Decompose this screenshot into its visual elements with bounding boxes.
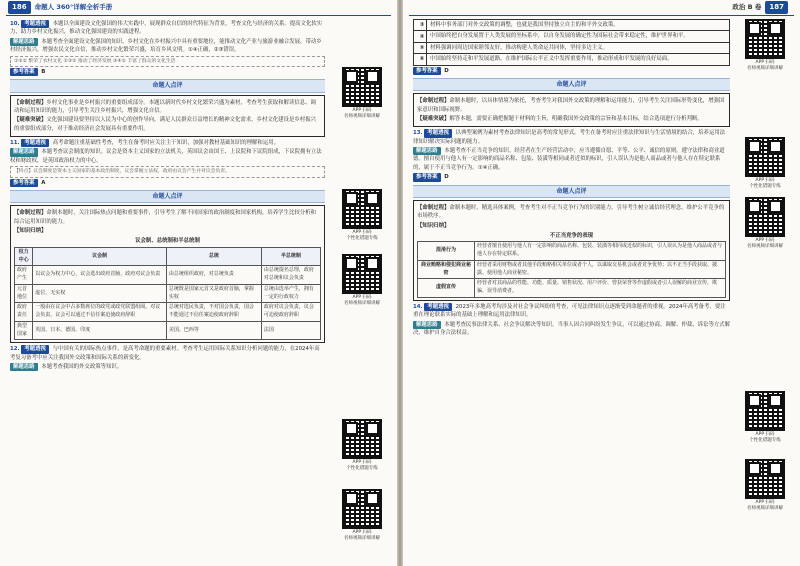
q10-note: ①③② 繁荣了农村文化 ②③② 推动了经济发展 ③④② 丰富了群众的文化生活: [10, 56, 325, 67]
review-box-1: 【命制过程】乡村文化事业是乡村振兴的重要组成部分。本题以新时代乡村文化繁荣兴盛为素材，考查考生获取和解读信息、调动和运用知识的能力，引导考生关注乡村振兴，增强文化自信。 【疑难突破】文化强国建设要坚持以人民为中心的创作导向，满足人民群众日益增长的精神文化需求。乡村文化建设是乡村振兴的重要组成部分，对于推动经济社会发展具有重要作用。: [10, 95, 325, 138]
q14-analysis: 解题思路 本题考查民事法律关系、社会争议解决等知识。当事人因合同纠纷发生争议，可以通过协商、调解、仲裁、诉讼等方式解决，维护自身合法权益。: [413, 321, 731, 336]
qr-block[interactable]: [736, 391, 794, 444]
q12-stem: 12. 考题透视 与中国有关的国际热点事件，是高考命题的重要素材。考查考生运用国际关系知识分析问题的能力，在2024年高考复习备考中应关注我国外交政策和国际关系的新变化。: [10, 346, 320, 361]
q12-answer: 参考答案 D: [413, 67, 730, 75]
table-header-row: 权力中心 议会制 总统 半总统制: [15, 247, 321, 266]
review-box-4: 【命制过程】命制本题时，精选具体案例，考查考生对不正当竞争行为的识别能力，引导考生树立诚信经营理念，维护公平竞争的市场秩序。 【知识归纳】 不正当竞争的表现 混淆行为 经营者擅自使用与他人有一定影响的商品名称、包装、装潢等相同或近似的标识，引人误认为是他人商品或者与他人存在特定联系。 商业贿赂和侵犯商业秘密 经营者采用财物或者其他手段贿赂相关单位或者个人，以谋取交易机会或者竞争优势；以不正当手段获取、披露、使用他人商业秘密。 虚假宣传 经营者对其商品的性能、功能、质量、销售状况、用户评价、曾获荣誉等作虚假或者引人误解的商业宣传，欺骗、误导消费者。: [413, 200, 730, 301]
reading-box: [413, 19, 730, 66]
review-band-2: 命题人点评: [10, 190, 325, 203]
qr-code-icon[interactable]: [342, 489, 382, 529]
table-row: 虚假宣传 经营者对其商品的性能、功能、质量、销售状况、用户评价、曾获荣誉等作虚假或者引人误解的商业宣传，欺骗、误导消费者。: [418, 279, 726, 298]
right-page-number: 187: [765, 1, 788, 14]
right-header: [403, 0, 800, 15]
left-header: [0, 0, 397, 15]
reading-row: ③ 材料中事务部门对外交政策的调整，也就是我国坚持独立自主的和平外交政策。: [414, 20, 729, 31]
review-box-3: 【命制过程】命制本题时，以具体情境为依托，考查考生对我国外交政策的理解和运用能力，引导考生关注国际形势变化，增强国家意识和国际视野。 【疑难突破】解答本题，需要正确把握题干材料的主旨，明确我国外交政策的宗旨和基本目标，结合选项进行分析判断。: [413, 93, 730, 127]
qr-label: APP 扫码 名师视频详细讲解: [747, 500, 783, 511]
section-title: 政治 B 卷: [732, 3, 762, 12]
reading-row: ⑥ 中国始终坚持走和平发展道路，在维护国际公平正义中发挥重要作用，推动形成和平发展的良好局面。: [414, 54, 729, 64]
qr-block[interactable]: [736, 19, 794, 72]
qr-code-icon[interactable]: [745, 197, 785, 237]
qr-block[interactable]: [736, 137, 794, 190]
qr-block[interactable]: [333, 489, 391, 542]
q10-answer: 参考答案 B: [10, 68, 325, 76]
qr-label: APP 扫码 名师视频详细讲解: [344, 295, 380, 306]
q10-analysis: 解题思路 本题考查全面建设文化强国的知识。乡村文化在乡村振兴中具有重要地位，能推动文化产业与旅游业融合发展，带动乡村经济振兴，增强农民文化自信，推动乡村文化繁荣兴盛，培育乡风文明。①④正确，②③错误。: [10, 38, 322, 54]
left-page: [0, 0, 397, 566]
qr-code-icon[interactable]: [342, 419, 382, 459]
qr-code-icon[interactable]: [342, 189, 382, 229]
qr-label: APP 扫码 名师视频详细讲解: [747, 238, 783, 249]
qr-block[interactable]: [333, 254, 391, 307]
table-row: 政府责任 一般由在议会中占多数席位的政党或政党联盟组阁，对议会负责，议会可以通过不信任案迫使政府辞职 总统对选民负责，不对国会负责，国会不能通过不信任案迫使政府辞职 政府对议会负责，议会可迫使政府辞职: [15, 303, 321, 322]
qr-label: APP 扫码 名师视频详细讲解: [344, 108, 380, 119]
review-band-3: 命题人点评: [413, 78, 730, 91]
table-row: 商业贿赂和侵犯商业秘密 经营者采用财物或者其他手段贿赂相关单位或者个人，以谋取交易机会或者竞争优势；以不正当手段获取、披露、使用他人商业秘密。: [418, 260, 726, 279]
left-content: [10, 19, 325, 372]
reading-row: ⑤ 材料强调同周边国家睦邻友好，推动构建人类命运共同体，坚持多边主义。: [414, 43, 729, 54]
right-page: [403, 0, 800, 566]
qr-code-icon[interactable]: [342, 67, 382, 107]
table-row: 元首地位 虚位，无实权 总统既是国家元首又是政府首脑，掌握实权 总统由选举产生，拥有一定的行政权力: [15, 284, 321, 303]
qr-code-icon[interactable]: [745, 459, 785, 499]
q13-stem: 13. 考题透视 以典型案例为素材考查法律知识是高考的常见形式。考生在备考时应注重法律知识与生活情境的结合，培养运用法律知识解决实际问题的能力。: [413, 130, 726, 145]
right-header-rule: [409, 15, 794, 16]
q11-note: 【特点】议会制度是资本主义国家的基本政治制度，议会掌握立法权，政府由议会产生并对议会负责。: [10, 166, 325, 177]
q14-stem: 14. 考题透视 2023年多地高考均涉及对社会争议纠纷的考查，可见法律知识点逐渐受到命题者的重视。2024年高考备考，要注重在理论联系实际的基础上理解和运用法律知识。: [413, 303, 726, 319]
table-row: 典型国家 英国、日本、德国、印度 美国、巴西等 法国: [15, 321, 321, 340]
qr-label: APP 扫码 名师视频详细讲解: [747, 60, 783, 71]
qr-block[interactable]: [736, 459, 794, 512]
q13-analysis: 解题思路 本题考查不正当竞争的知识。经营者在生产经营活动中，应当遵循自愿、平等、公平、诚信的原则，遵守法律和商业道德。擅自使用与他人有一定影响的商品名称、包装、装潢等相同或者近似的标识，引人误认为是他人商品或者与他人存在特定联系的，属于不正当竞争行为。①④正确。: [413, 148, 725, 171]
qr-block[interactable]: [736, 197, 794, 250]
qr-label: APP 扫码 个性化错题专练: [749, 178, 781, 189]
table-title: 不正当竞争的表现: [549, 232, 594, 239]
table-title: 议会制、总统制和半总统制: [135, 238, 200, 245]
q10-stem: 10. 考题透视 本题以全面建设文化强国的伟大实践中，展现群众自信的时代特征为背景，考查文化与经济的关系。提高文化软实力，助力乡村文化振兴，推动文化强国建设的实践进程。: [10, 21, 323, 36]
left-page-number: 186: [8, 1, 31, 14]
table-row: 政府产生 以议会为权力中心，议会选出政府首脑，政府对议会负责 由总统组织政府，对总统负责 由总统提名总理，政府对总统和议会负责: [15, 266, 321, 285]
qr-label: APP 扫码 名师视频详细讲解: [344, 530, 380, 541]
review-box-2: 【命制过程】命制本题时，关注国际热点问题和重要事件，引导考生了解不同国家的政治制度和国家机构，培养学生比较分析和综合运用知识的能力。 【知识归纳】 议会制、总统制和半总统制 权力中心 议会制 总统 半总统制 政府产生 以议会为权力中心，议会选出政府首脑，政府对议会负责 由总统组织政府，对总统负责 由总统提名总理，政府对总统和议会负责 元首地位 虚位，无实权 总统既是国家元首又是政府首脑，掌握实权 总统由选举产生，拥有一定的行政权力 政府责任 一般由在议会中占多数席位的政党或政党联盟组阁，对议会负责，议会可以通过不信任案迫使政府辞职 总统对选民负责，不对国会负责，国会不能通过不信任案迫使政府辞职 政府对议会负责，议会可迫使政府辞职 典型国家 英国、日本、德国、印度 美国、巴西等 法国: [10, 205, 325, 343]
table-row: 混淆行为 经营者擅自使用与他人有一定影响的商品名称、包装、装潢等相同或近似的标识，引人误认为是他人商品或者与他人存在特定联系。: [418, 242, 726, 261]
qr-label: APP 扫码 个性化错题专练: [749, 432, 781, 443]
qr-label: APP 扫码 个性化错题专练: [346, 460, 378, 471]
qr-block[interactable]: [333, 67, 391, 120]
left-header-rule: [6, 15, 391, 16]
review-band-4: 命题人点评: [413, 185, 730, 198]
qr-code-icon[interactable]: [745, 137, 785, 177]
qr-code-icon[interactable]: [745, 391, 785, 431]
q11-stem: 11. 考题透视 高考命题注重基础性考查，考生在备考时应关注主干知识，加强对教材基础知识的理解和运用。: [10, 140, 279, 147]
q11-answer: 参考答案 A: [10, 179, 325, 187]
book-title: 命题人 360°详解全析手册: [34, 3, 113, 12]
review-band-1: 命题人点评: [10, 79, 325, 92]
qr-block[interactable]: [333, 189, 391, 242]
unfair-competition-table: [417, 241, 726, 298]
reading-row: ④ 中国始终把自身发展置于人类发展的坐标系中，以自身发展的确定性为国际社会带来稳定性，维护世界和平。: [414, 31, 729, 42]
q11-analysis: 解题思路 本题考查议会制度的知识。议会是资本主义国家的立法机关，英国议会由国王、上议院和下议院组成，下议院拥有立法权和财政权，是英国政治权力的中心。: [10, 149, 322, 164]
q12-analysis: 解题思路 本题考查我国的外交政策等知识。: [10, 363, 325, 371]
qr-code-icon[interactable]: [342, 254, 382, 294]
qr-label: APP 扫码 个性化错题专练: [346, 230, 378, 241]
government-forms-table: [14, 247, 321, 341]
right-content: [413, 19, 730, 338]
q13-answer: 参考答案 D: [413, 173, 730, 181]
qr-code-icon[interactable]: [745, 19, 785, 59]
qr-block[interactable]: [333, 419, 391, 472]
